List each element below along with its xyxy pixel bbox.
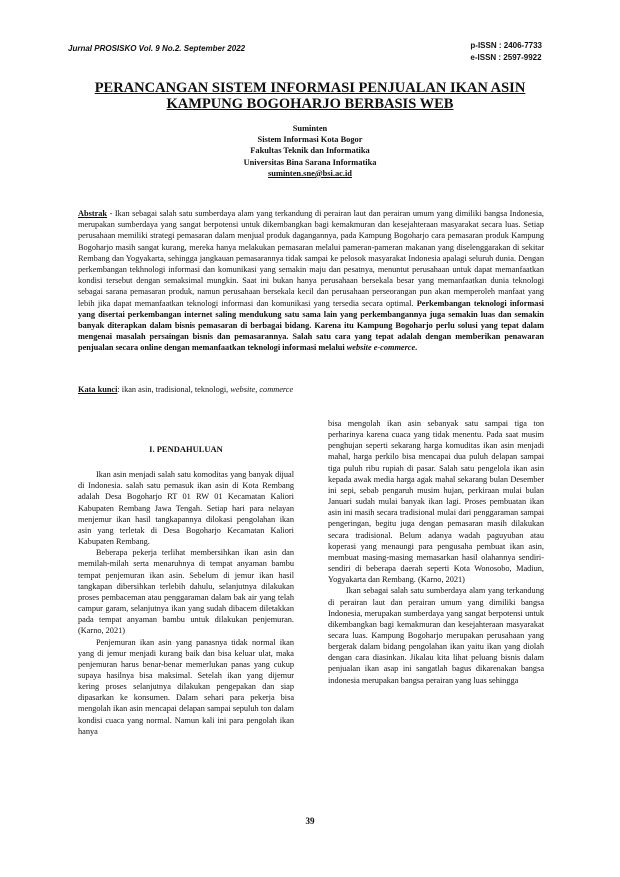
page-number: 39 [305, 816, 315, 826]
right-column [328, 418, 544, 686]
issn-block [470, 40, 542, 64]
p-issn: p-ISSN : 2406-7733 [470, 41, 542, 50]
author-affiliation-2: Fakultas Teknik dan Informatika [250, 146, 370, 156]
paragraph: bisa mengolah ikan asin sebanyak satu sampai tiga ton perharinya karena cuaca yang tidak menentu. Pada saat musim penghujan seperti sekarang harga komuditas ikan asin menjadi mahal, harga perkilo bisa mencapai dua puluh delapan sampai tiga puluh ribu rupiah di pasar. Salah satu pengelola ikan asin kepada awak media harga agak mahal sekarang bulan Desember ini sepi, sebab pengaruh musim hujan, perkiraan mulai bulan Januari sudah mulai banyak ikan lagi. Proses pembuatan ikan asin ini masih secara tradisional mulai dari penggaraman sampai pengeringan, begitu juga dengan pemasaran masih dilakukan secara tradisional. Belum adanya wadah paguyuban atau koperasi yang menaungi para pengusaha pembuat ikan asin, membuat masing-masing memasarkan hasil olahannya sendiri- sendiri di beberapa daerah seperti Kota Wonosobo, Madiun, Yogyakarta dan Rembang. (Karno, 2021) [328, 419, 544, 585]
section-heading-introduction: I. PENDAHULUAN [149, 444, 223, 454]
title-line-2: KAMPUNG BOGOHARJO BERBASIS WEB [166, 96, 454, 112]
paragraph: Penjemuran ikan asin yang panasnya tidak normal ikan yang di jemur menjadi kurang baik dan bisa keluar ulat, maka penjemuran harus benar-benar memerlukan panas yang cukup supaya hasilnya bisa maksimal. Setelah ikan yang dijemur kering proses selanjutnya dilakukan pengepakan dan siap dipasarkan ke konsumen. Dalam sehari para pekerja bisa mengolah ikan asin mencapai delapan sampai sepuluh ton dalam kondisi cuaca yang normal. Namun kali ini para pengolah ikan hanya [78, 637, 294, 736]
abstract [78, 208, 544, 354]
abstract-label: Abstrak [78, 209, 108, 218]
abstract-text-2-end: . [415, 343, 418, 353]
abstract-text-2-emphasis: website e-commerce [346, 343, 416, 353]
author-name: Suminten [292, 124, 328, 133]
abstract-text-2: Perkembangan teknologi informasi yang disertai perkembangan internet saling mendukung satu sama lain yang perkembangannya juga semakin luas dan semakin banyak diterapkan dalam bisnis pemasaran di berbagai bidang. Karena itu Kampung Bogoharjo perlu solusi yang tepat dalam mengenai masalah persaingan bisnis dan pemasarannya. Salah satu cara yang tepat adalah dengan memberikan penawaran penjualan secara online dengan memanfaatkan teknologi informasi melalui [78, 298, 544, 353]
paper-title [70, 80, 550, 112]
keywords-label: Kata kunci [78, 385, 118, 394]
keywords-text: : ikan asin, tradisional, teknologi, [117, 385, 231, 394]
paragraph: Ikan sebagai salah satu sumberdaya alam yang terkandung di perairan laut dan perairan umum yang dimiliki bangsa Indonesia, merupakan sumberdaya yang sangat berpotensi untuk dikembangkan bagi kemakmuran dan kesejahteraan masyarakat secara luas. Kampung Bogoharjo merupakan perusahaan yang bergerak dalam bidang pengolahan ikan yaitu ikan yang diolah dengan cara diasinkan. Jikalau kita lihat peluang bisnis dalam penjualan ikan asap ini sangatlah bagus dikarenakan bangsa indonesia merupakan bangsa perairan yang luas sehingga [328, 586, 544, 685]
paragraph: Beberapa pekerja terlihat membersihkan ikan asin dan memilah-milah serta menaruhnya di tempat anyaman bambu tempat penjemuran ikan asin. Sebelum di jemur ikan hasil tangkapan dibersihkan terlebih dahulu, selanjutnya dilakukan proses pembaceman atau penggaraman dalam bak air yang telah campur garam, selanjutnya ikan yang sudah dibacem diletakkan pada tempat anyaman bambu untuk dilakukan penjemuran. (Karno, 2021) [78, 548, 294, 636]
abstract-text-1: - Ikan sebagai salah satu sumberdaya alam yang terkandung di perairan laut dan perairan umum yang dimiliki bangsa Indonesia, merupakan sumberdaya yang sangat berpotensi untuk dikembangkan bagi kemakmuran dan kesejahteraan masyarakat secara luas. Setiap perusahaan memiliki strategi pemasaran dalam menjual produk dagangannya, pada Kampung Bogoharjo cara pemasaran produk Kampung Bogoharjo masih sangat kurang, mereka hanya melakukan pemasaran melalui pameran-pameran makanan yang diselenggarakan di sekitar Rembang dan Yogyakarta, sehingga jangkauan pemasarannya tidak sampai ke pelosok masyarakat Indonesia apalagi seluruh dunia. Dengan perkembangan tekhnologi informasi dan komunikasi yang semakin maju dan pesatnya, menuntut perusahaan untuk dapat memanfaatkan kondisi tersebut dengan semaksimal mungkin. Saat ini bukan hanya perusahaan bersekala besar yang memanfaatkan dunia teknologi sebagai sarana pemasaran produk, namun perusahaan bersekala kecil dan perusahaan perseorangan pun akan memperoleh manfaat yang lebih jika dapat memanfaatkan teknologi informasi dan komunikasi yang tersedia secara optimal. [78, 209, 544, 308]
author-email: suminten.sne@bsi.ac.id [268, 168, 352, 178]
title-line-1: PERANCANGAN SISTEM INFORMASI PENJUALAN IKAN ASIN [94, 80, 526, 96]
author-affiliation-1: Sistem Informasi Kota Bogor [257, 135, 363, 145]
author-block [100, 123, 520, 179]
left-column [78, 412, 294, 737]
author-affiliation-3: Universitas Bina Sarana Informatika [243, 157, 377, 167]
keywords [78, 384, 544, 395]
keywords-emphasis: website, commerce [230, 385, 294, 394]
paragraph: Ikan asin menjadi salah satu komoditas yang banyak dijual di Indonesia. salah satu pemasuk ikan asin di Kota Rembang adalah Desa Bogoharjo RT 01 RW 01 Kecamatan Kaliori Kabupaten Rembang Jawa Tengah. Setiap hari para nelayan menjemur ikan hasil tangkapannya dilokasi pengolahan ikan asin yang terletak di Desa Bogoharjo Kecamatan Kaliori Kabupaten Rembang. [78, 470, 294, 547]
journal-header: Jurnal PROSISKO Vol. 9 No.2. September 2022 [68, 44, 246, 53]
e-issn: e-ISSN : 2597-9922 [470, 53, 542, 62]
